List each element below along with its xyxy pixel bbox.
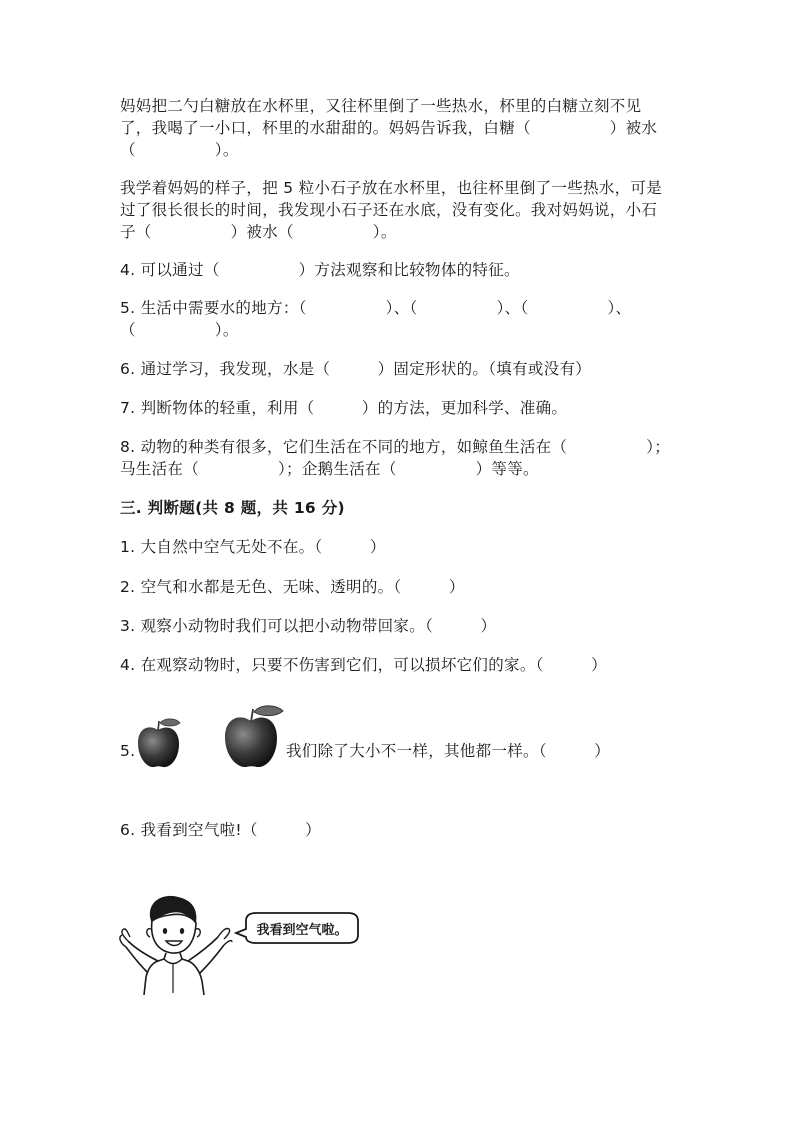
boy-illustration: [118, 893, 363, 995]
paragraph-2-line-3: 子（ ）被水（ ）。: [120, 223, 397, 241]
apple-icon: [134, 716, 184, 770]
fill-question-6: 6. 通过学习，我发现，水是（ ）固定形状的。（填有或没有）: [120, 360, 592, 378]
judge-question-5-number: 5.: [120, 742, 136, 760]
section-3-title: 三. 判断题(共 8 题，共 16 分): [120, 499, 345, 517]
fill-question-8-line-2: 马生活在（ ）；企鹅生活在（ ）等等。: [120, 460, 539, 478]
judge-question-6: 6. 我看到空气啦!（ ）: [120, 821, 321, 839]
fill-question-7: 7. 判断物体的轻重，利用（ ）的方法，更加科学、准确。: [120, 399, 568, 417]
fill-question-4: 4. 可以通过（ ）方法观察和比较物体的特征。: [120, 261, 520, 279]
judge-question-1: 1. 大自然中空气无处不在。（ ）: [120, 538, 386, 556]
judge-question-4: 4. 在观察动物时，只要不伤害到它们，可以损坏它们的家。（ ）: [120, 656, 607, 674]
fill-question-5-line-2: （ ）。: [120, 321, 239, 339]
apple-icon: [222, 703, 286, 769]
speech-bubble-text: 我看到空气啦。: [256, 923, 348, 938]
paragraph-1-line-2: 了，我喝了一小口，杯里的水甜甜的。妈妈告诉我，白糖（ ）被水: [120, 119, 658, 137]
judge-question-2: 2. 空气和水都是无色、无味、透明的。（ ）: [120, 578, 465, 596]
paragraph-2-line-2: 过了很长很长的时间，我发现小石子还在水底，没有变化。我对妈妈说，小石: [120, 201, 658, 219]
paragraph-1-line-1: 妈妈把二勺白糖放在水杯里，又往杯里倒了一些热水，杯里的白糖立刻不见: [120, 97, 642, 115]
fill-question-8-line-1: 8. 动物的种类有很多，它们生活在不同的地方，如鲸鱼生活在（ ）；: [120, 438, 671, 456]
fill-question-5-line-1: 5. 生活中需要水的地方：（ ）、（ ）、（ ）、: [120, 299, 632, 317]
judge-question-5-text: 我们除了大小不一样，其他都一样。（ ）: [286, 742, 611, 760]
paragraph-1-line-3: （ ）。: [120, 141, 239, 159]
paragraph-2-line-1: 我学着妈妈的样子，把 5 粒小石子放在水杯里，也往杯里倒了一些热水，可是: [120, 179, 663, 197]
judge-question-3: 3. 观察小动物时我们可以把小动物带回家。（ ）: [120, 617, 497, 635]
